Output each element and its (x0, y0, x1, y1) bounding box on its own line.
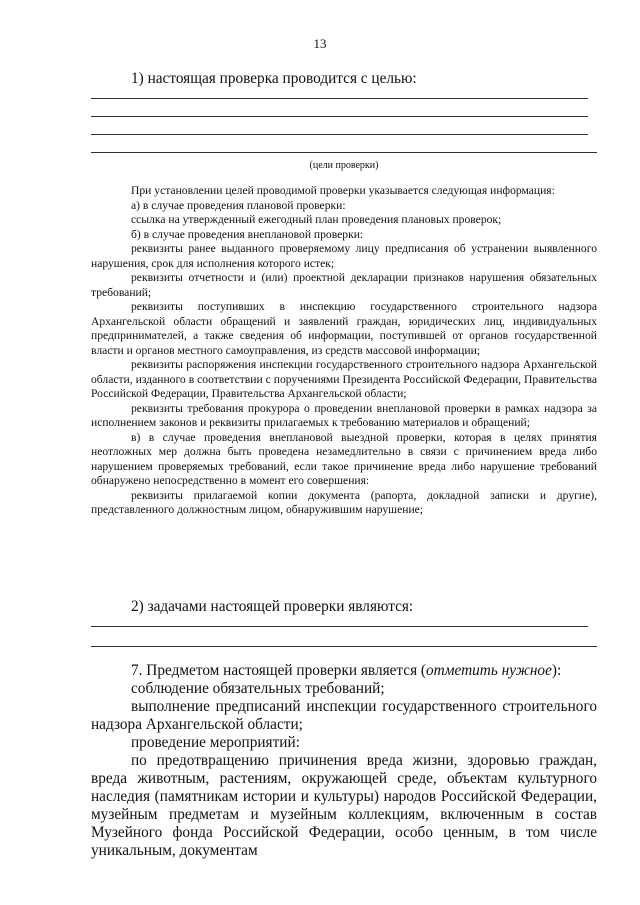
section-7-item: соблюдение обязательных требований; (131, 680, 385, 697)
section-7-heading-end: ): (551, 662, 562, 679)
fill-line-2 (91, 116, 588, 117)
info-block (91, 184, 597, 518)
info-paragraph: реквизиты поступивших в инспекцию государственного строительного надзора Архангельской области обращений и заявлений граждан, юридических лиц, индивидуальных предпринимателей, а также сведения об информации, поступившей от органов государственной власти и органов местного самоуправления, из средств массовой информации; (91, 300, 597, 357)
section-2-heading: 2) задачами настоящей проверки являются: (131, 598, 414, 615)
section-1-heading: 1) настоящая проверка проводится с целью: (131, 70, 417, 87)
section-7 (91, 662, 597, 860)
info-paragraph: ссылка на утвержденный ежегодный план проведения плановых проверок; (131, 213, 502, 226)
section-7-item: по предотвращению причинения вреда жизни, здоровью граждан, вреда животным, растениям, окружающей среде, объектам культурного наследия (памятникам истории и культуры) народов Российской Федерации, музейным предметам и музейным коллекциям, включенным в состав Музейного фонда Российской Федерации, особо ценным, в том числе уникальным, документам (91, 752, 597, 859)
fill-line-1 (91, 98, 588, 99)
info-paragraph: При установлении целей проводимой проверки указывается следующая информация: (131, 184, 555, 197)
section-7-item: проведение мероприятий: (131, 734, 300, 751)
purpose-caption: (цели проверки) (309, 160, 379, 171)
info-paragraph: реквизиты требования прокурора о проведении внеплановой проверки в рамках надзора за исполнением законов и реквизиты прилагаемых к требованию материалов и обращений; (91, 401, 597, 429)
section-1 (91, 70, 597, 88)
page-number: 13 (313, 36, 327, 51)
section-2 (91, 598, 597, 616)
section-7-item: выполнение предписаний инспекции государственного строительного надзора Архангельской области; (91, 698, 597, 733)
section-7-heading-italic: отметить нужное (426, 662, 552, 679)
fill-line-3 (91, 134, 588, 135)
info-paragraph: б) в случае проведения внеплановой проверки: (131, 227, 364, 241)
info-paragraph: реквизиты ранее выданного проверяемому лицу предписания об устранении выявленного нарушения, срок для исполнения которого истек; (91, 242, 597, 270)
section-7-heading-main: 7. Предметом настоящей проверки является ( (131, 662, 427, 679)
fill-line-6 (91, 646, 597, 647)
info-paragraph: в) в случае проведения внеплановой выездной проверки, которая в целях принятия неотложных мер должна быть проведена незамедлительно в связи с причинением вреда либо нарушением проверяемых требований, если такое причинение вреда либо нарушение требований обнаружено непосредственно в момент его совершения: (91, 430, 597, 487)
fill-line-4 (91, 152, 597, 153)
info-paragraph: а) в случае проведения плановой проверки: (131, 198, 346, 212)
fill-line-5 (91, 626, 588, 627)
info-paragraph: реквизиты прилагаемой копии документа (рапорта, докладной записки и другие), представленного должностным лицом, обнаружившим нарушение; (91, 488, 597, 516)
info-paragraph: реквизиты распоряжения инспекции государственного строительного надзора Архангельской области, изданного в соответствии с поручениями Президента Российской Федерации, Правительства Российской Федерации, Правительства Архангельской области; (91, 358, 597, 400)
section-7-heading (91, 662, 597, 680)
info-paragraph: реквизиты отчетности и (или) проектной декларации признаков нарушения обязательных требований; (91, 271, 597, 299)
